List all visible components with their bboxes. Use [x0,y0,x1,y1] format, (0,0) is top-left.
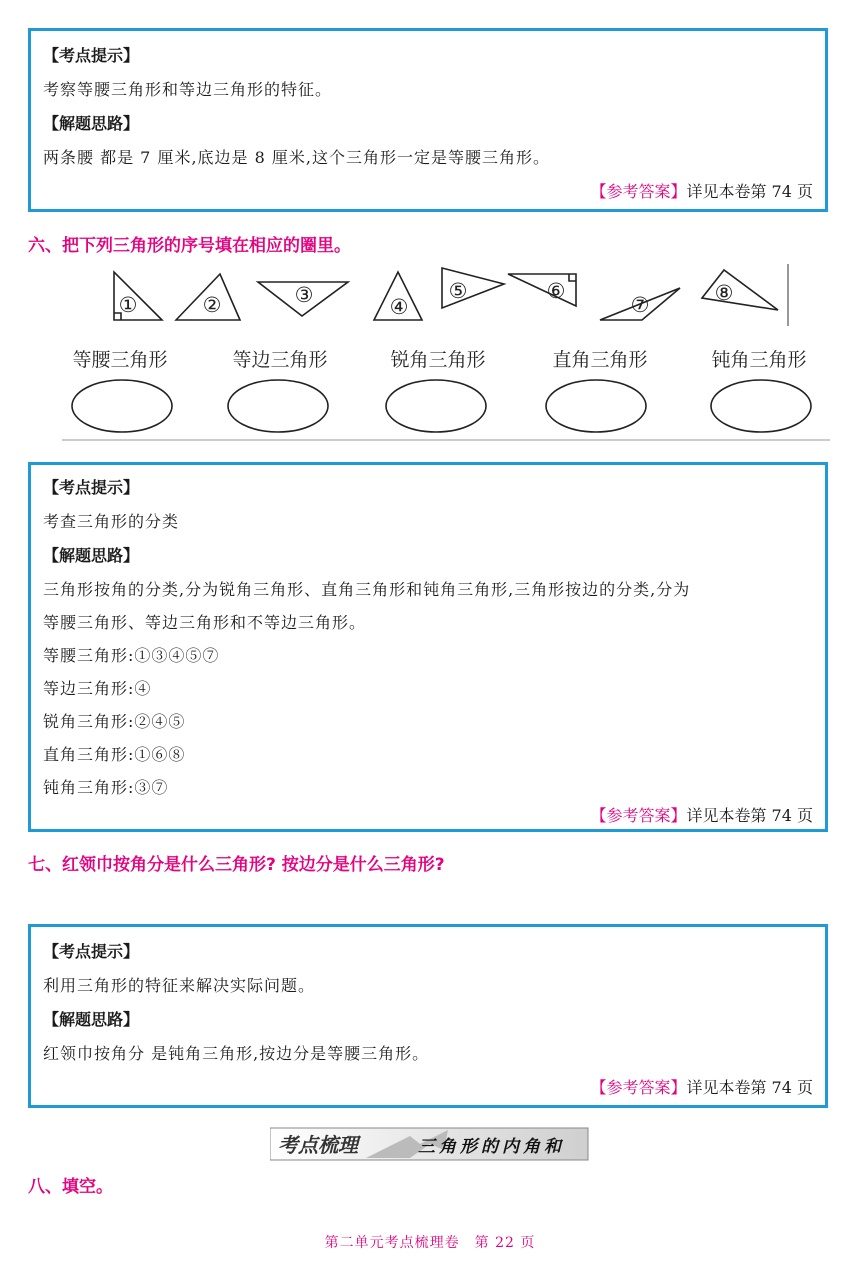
triangle-label-1: ① [118,293,138,317]
answer-obtuse: 钝角三角形:③⑦ [43,778,169,797]
jieti-text-line-2: 等腰三角形、等边三角形和不等边三角形。 [43,613,367,632]
banner-left-text: 考点梳理 [278,1133,358,1157]
circle-right [546,380,646,432]
jieti-header: 【解题思路】 [43,114,140,133]
kaodian-text: 考查三角形的分类 [43,512,180,531]
jieti-text: 红领巾按角分 是钝角三角形,按边分是等腰三角形。 [43,1044,430,1063]
hint-box-2 [28,462,828,832]
triangle-8 [702,270,778,310]
reference-answer: 【参考答案】详见本卷第 74 页 [590,182,813,201]
kaodian-header: 【考点提示】 [43,46,140,65]
kaodian-text: 考察等腰三角形和等边三角形的特征。 [43,80,333,99]
jieti-header: 【解题思路】 [43,546,140,565]
jieti-text-line-1: 三角形按角的分类,分为锐角三角形、直角三角形和钝角三角形,三角形按边的分类,分为 [43,580,691,599]
category-acute: 锐角三角形 [390,349,486,371]
circle-isosceles [72,380,172,432]
category-right: 直角三角形 [552,349,648,371]
question-8-title: 八、填空。 [28,1177,113,1197]
question-6-title: 六、把下列三角形的序号填在相应的圈里。 [28,236,351,256]
circle-equilateral [228,380,328,432]
kaodian-text: 利用三角形的特征来解决实际问题。 [43,976,316,995]
answer-equilateral: 等边三角形:④ [43,679,152,698]
reference-answer: 【参考答案】详见本卷第 74 页 [590,806,813,825]
section-banner [270,1124,590,1162]
triangle-label-4: ④ [389,295,409,319]
jieti-header: 【解题思路】 [43,1010,140,1029]
triangle-label-8: ⑧ [714,281,734,305]
kaodian-header: 【考点提示】 [43,478,140,497]
triangle-label-2: ② [202,293,222,317]
hint-box-1 [28,28,828,212]
category-isosceles: 等腰三角形 [72,349,168,371]
category-equilateral: 等边三角形 [232,349,328,371]
triangle-label-3: ③ [294,283,314,307]
answer-acute: 锐角三角形:②④⑤ [43,712,186,731]
question-7-title: 七、红领巾按角分是什么三角形? 按边分是什么三角形? [28,855,445,875]
hint-box-3 [28,924,828,1108]
triangle-6 [508,274,576,306]
answer-right: 直角三角形:①⑥⑧ [43,745,186,764]
answer-isosceles: 等腰三角形:①③④⑤⑦ [43,646,220,665]
reference-answer: 【参考答案】详见本卷第 74 页 [590,1078,813,1097]
circle-obtuse [711,380,811,432]
kaodian-header: 【考点提示】 [43,942,140,961]
jieti-text: 两条腰 都是 7 厘米,底边是 8 厘米,这个三角形一定是等腰三角形。 [43,148,550,167]
triangle-label-6: ⑥ [546,279,566,303]
circle-acute [386,380,486,432]
page-footer: 第二单元考点梳理卷 第 22 页 [324,1235,536,1251]
banner-right-text: 三角形的内角和 [418,1137,565,1157]
triangle-classification-figure [62,258,830,444]
triangle-label-5: ⑤ [448,279,468,303]
category-obtuse: 钝角三角形 [711,349,807,371]
triangle-label-7: ⑦ [630,293,650,317]
